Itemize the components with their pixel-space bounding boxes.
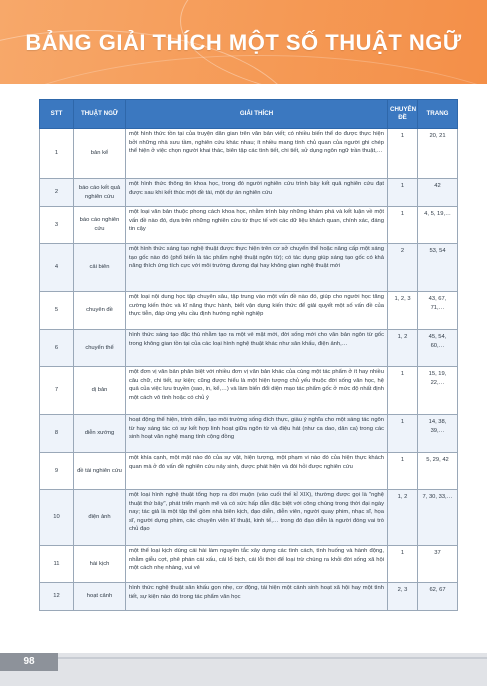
- glossary-table: [39, 99, 458, 611]
- row-page: 45, 54, 60,…: [418, 330, 458, 367]
- table-row: [40, 244, 458, 292]
- table-row: [40, 179, 458, 207]
- row-topic: 2, 3: [388, 583, 418, 611]
- row-stt: 7: [40, 367, 74, 415]
- row-topic: 1: [388, 207, 418, 244]
- row-term: chuyển thể: [74, 330, 126, 367]
- row-topic: 1: [388, 179, 418, 207]
- row-term: cải biên: [74, 244, 126, 292]
- row-stt: 11: [40, 546, 74, 583]
- column-header-stt: STT: [40, 100, 74, 129]
- page-title: BẢNG GIẢI THÍCH MỘT SỐ THUẬT NGỮ: [25, 30, 462, 55]
- row-description: một khía cạnh, một mặt nào đó của sự vật, hiện tượng, một phạm vi nào đó của hiện thực khách quan mà ở đó vấn đề nghiên cứu nảy sinh, được phát hiện và đòi hỏi được nghiên cứu: [126, 453, 388, 490]
- row-stt: 1: [40, 129, 74, 179]
- row-page: 5, 29, 42: [418, 453, 458, 490]
- row-stt: 4: [40, 244, 74, 292]
- row-term: chuyên đề: [74, 292, 126, 330]
- row-page: 7, 30, 33,…: [418, 490, 458, 546]
- table-row: [40, 453, 458, 490]
- row-page: 15, 19, 22,…: [418, 367, 458, 415]
- table-row: [40, 583, 458, 611]
- row-stt: 12: [40, 583, 74, 611]
- row-page: 62, 67: [418, 583, 458, 611]
- row-page: 42: [418, 179, 458, 207]
- row-description: một loại hình nghệ thuật tổng hợp ra đời muộn (vào cuối thế kỉ XIX), thường được gọi là "nghệ thuật thứ bảy", phát triển mạnh mẽ và có sức hấp dẫn đặc biệt với công chúng trong thời đại ngày nay; tác giả là một tập thể gồm nhà biên kịch, đạo diễn, diễn viên, người quay phim, nhạc sĩ, họa sĩ, người dựng phim, các chuyên viên kĩ thuật, kinh tế,… trong đó đạo diễn là người đóng vai trò chủ đạo: [126, 490, 388, 546]
- table-row: [40, 546, 458, 583]
- table-row: [40, 367, 458, 415]
- row-page: 20, 21: [418, 129, 458, 179]
- page-number: 98: [23, 656, 35, 667]
- row-topic: 1: [388, 129, 418, 179]
- row-description: hình thức nghệ thuật sân khấu gọn nhẹ, cơ động, tái hiện một cảnh sinh hoạt xã hội hay một tình tiết, sự kiện nào đó trong tác phẩm văn học: [126, 583, 388, 611]
- row-stt: 5: [40, 292, 74, 330]
- row-stt: 10: [40, 490, 74, 546]
- row-page: 53, 54: [418, 244, 458, 292]
- row-description: một hình thức tồn tại của truyện dân gian trên văn bản viết; có nhiều biến thể do được thực hiện bởi những nhà sưu tầm, nghiên cứu khác nhau; ít nhiều mang tính chủ quan của người ghi chép thể hiện ở việc chọn người khai thác, biên tập các tình tiết, chi tiết, sử dụng ngôn ngữ trần thuật,…: [126, 129, 388, 179]
- row-term: báo cáo kết quả nghiên cứu: [74, 179, 126, 207]
- row-description: một hình thức sáng tạo nghệ thuật được thực hiện trên cơ sở chuyển thể hoặc nâng cấp một sáng tạo gốc nào đó (phổ biến là tác phẩm nghệ thuật ngôn từ); có tác dụng giúp sáng tạo gốc có khả năng thích ứng tích cực với môi trường đương đại hay không gian nghệ thuật mới: [126, 244, 388, 292]
- row-term: báo cáo nghiên cứu: [74, 207, 126, 244]
- row-term: diễn xướng: [74, 415, 126, 453]
- row-term: bản kể: [74, 129, 126, 179]
- table-row: [40, 207, 458, 244]
- footer-divider: [24, 657, 487, 659]
- column-header-topic: CHUYÊN ĐỀ: [388, 100, 418, 129]
- row-description: một thể loại kịch dùng cái hài làm nguyên tắc xây dựng các tình cách, tình huống và hành động, nhằm giễu cợt, phê phán cái xấu, cái lố bịch, cái lỗi thời để loại trừ chúng ra khỏi đời sống xã hội một cách nhẹ nhàng, vui vẻ: [126, 546, 388, 583]
- row-topic: 1: [388, 453, 418, 490]
- row-description: hoạt động thể hiện, trình diễn, tạo môi trường sống đích thực, giàu ý nghĩa cho một sáng tác ngôn từ hay sáng tác có sự kết hợp linh hoạt giữa ngôn từ và điệu hát (như ca dao, dân ca) trong các sinh hoạt văn nghệ mang tính cộng đồng: [126, 415, 388, 453]
- row-topic: 1: [388, 415, 418, 453]
- row-topic: 1, 2: [388, 490, 418, 546]
- column-header-description: GIẢI THÍCH: [126, 100, 388, 129]
- row-term: điện ảnh: [74, 490, 126, 546]
- title-banner: [0, 0, 487, 84]
- table-row: [40, 330, 458, 367]
- row-description: một loại nội dung học tập chuyên sâu, tập trung vào một vấn đề nào đó, giúp cho người học tăng cường kiến thức và kĩ năng thực hành, biết vận dụng kiến thức để giải quyết một số vấn đề của thực tiễn, đáp ứng yêu cầu định hướng nghề nghiệp: [126, 292, 388, 330]
- row-page: 4, 5, 19,…: [418, 207, 458, 244]
- row-term: đề tài nghiên cứu: [74, 453, 126, 490]
- row-page: 37: [418, 546, 458, 583]
- row-topic: 1: [388, 367, 418, 415]
- row-stt: 8: [40, 415, 74, 453]
- table-row: [40, 415, 458, 453]
- row-description: một đơn vị văn bản phân biệt với nhiều đơn vị văn bản khác của cùng một tác phẩm ở ít hay nhiều câu chữ, chi tiết, sự kiện; cũng được hiểu là một hiện tượng chủ yếu thuộc đời sống văn học, hệ quả của việc lưu truyền (sao, in, kể,…) và làm biến đổi diện mạo tác phẩm gốc ở mức độ nhất định một cách vô tình hoặc có chủ ý: [126, 367, 388, 415]
- row-topic: 1: [388, 546, 418, 583]
- row-topic: 1, 2, 3: [388, 292, 418, 330]
- row-description: một hình thức thông tin khoa học, trong đó người nghiên cứu trình bày kết quả nghiên cứu đạt được sau khi kết thúc một đề tài, một dự án nghiên cứu: [126, 179, 388, 207]
- row-stt: 6: [40, 330, 74, 367]
- row-term: hoạt cảnh: [74, 583, 126, 611]
- table-header-row: [40, 100, 458, 129]
- row-topic: 1, 2: [388, 330, 418, 367]
- row-stt: 9: [40, 453, 74, 490]
- row-description: một loại văn bản thuộc phong cách khoa học, nhằm trình bày những khám phá và kết luận về một vấn đề nào đó, dựa trên những nghiên cứu từ thực tế với các dữ liệu khách quan, chính xác, đáng tin cậy: [126, 207, 388, 244]
- row-term: hài kịch: [74, 546, 126, 583]
- row-page: 14, 38, 39,…: [418, 415, 458, 453]
- row-topic: 2: [388, 244, 418, 292]
- row-description: hình thức sáng tạo đặc thù nhằm tạo ra một vẻ mặt mới, đời sống mới cho văn bản ngôn từ gốc trong không gian tồn tại của các loại hình nghệ thuật khác như sân khấu, điện ảnh,…: [126, 330, 388, 367]
- column-header-term: THUẬT NGỮ: [74, 100, 126, 129]
- row-stt: 3: [40, 207, 74, 244]
- table-row: [40, 129, 458, 179]
- table-row: [40, 490, 458, 546]
- table-row: [40, 292, 458, 330]
- column-header-page: TRANG: [418, 100, 458, 129]
- row-stt: 2: [40, 179, 74, 207]
- glossary-table-wrapper: [39, 99, 457, 611]
- row-page: 43, 67, 71,…: [418, 292, 458, 330]
- row-term: dị bản: [74, 367, 126, 415]
